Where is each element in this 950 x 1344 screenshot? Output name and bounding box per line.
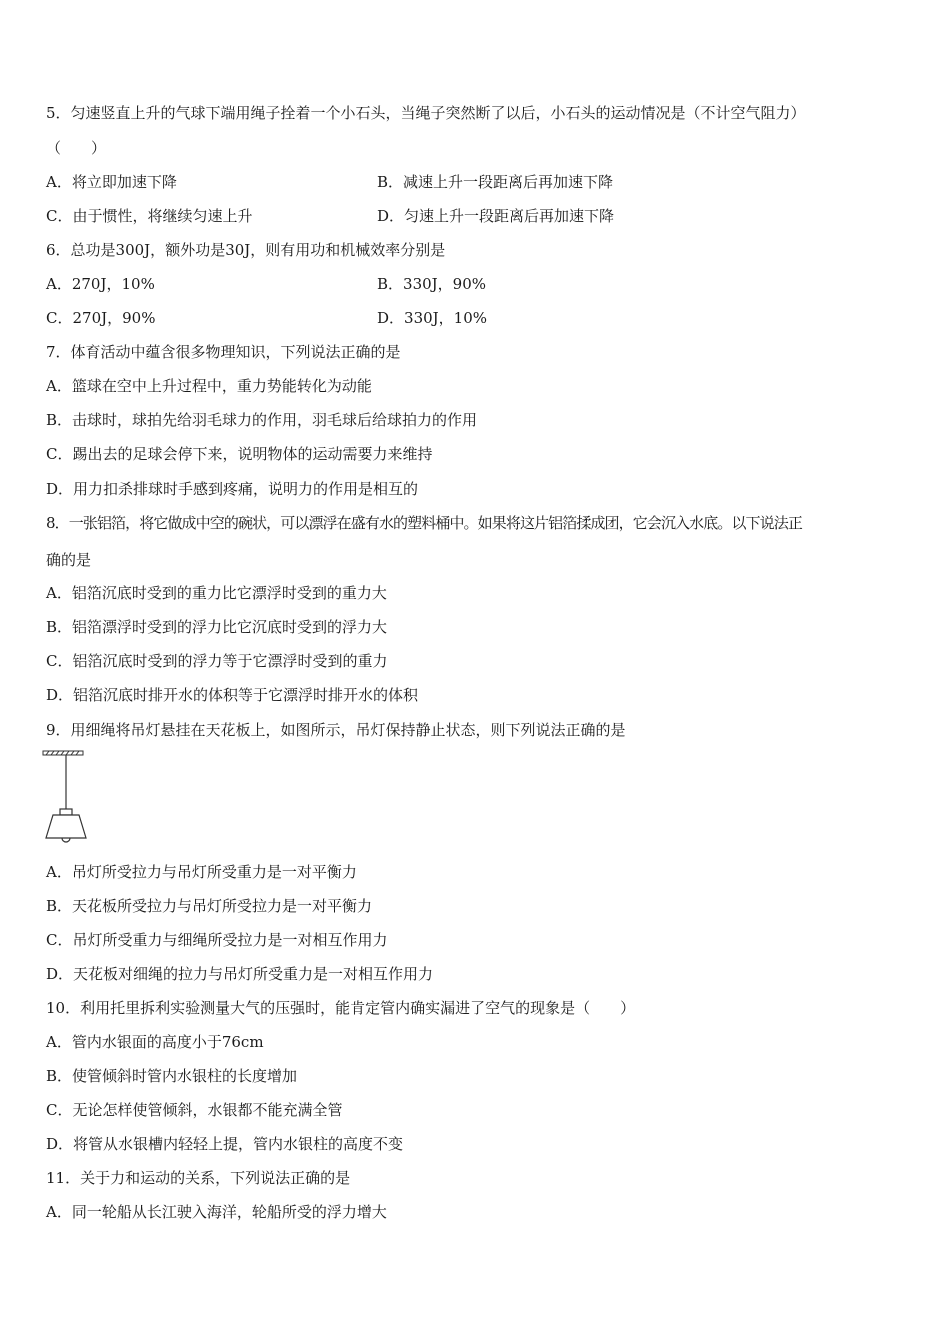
q9-stem: 9．用细绳将吊灯悬挂在天花板上，如图所示，吊灯保持静止状态，则下列说法正确的是 — [46, 721, 626, 739]
q10-option-a: A．管内水银面的高度小于76cm — [46, 1033, 264, 1051]
q6-stem: 6．总功是300J，额外功是30J，则有用功和机械效率分别是 — [46, 241, 446, 259]
q5-stem: 5．匀速竖直上升的气球下端用绳子拴着一个小石头，当绳子突然断了以后，小石头的运动情况是（不计空气阻力） — [46, 104, 806, 122]
hanging-lamp-icon — [40, 748, 96, 852]
q5-option-d: D．匀速上升一段距离后再加速下降 — [377, 207, 615, 225]
q5-option-b: B．减速上升一段距离后再加速下降 — [377, 173, 614, 191]
q10-option-b: B．使管倾斜时管内水银柱的长度增加 — [46, 1067, 298, 1085]
q8-option-a: A．铝箔沉底时受到的重力比它漂浮时受到的重力大 — [46, 584, 387, 602]
q8-option-b: B．铝箔漂浮时受到的浮力比它沉底时受到的浮力大 — [46, 618, 388, 636]
q6-option-a: A．270J，10% — [46, 275, 155, 293]
q8-stem-line1: 8．一张铝箔，将它做成中空的碗状，可以漂浮在盛有水的塑料桶中。如果将这片铝箔揉成团，它会沉入水底。以下说法正 — [46, 514, 802, 532]
q6-option-b: B．330J，90% — [377, 275, 487, 293]
q11-option-a: A．同一轮船从长江驶入海洋，轮船所受的浮力增大 — [46, 1203, 387, 1221]
q6-option-c: C．270J，90% — [46, 309, 156, 327]
q8-option-d: D．铝箔沉底时排开水的体积等于它漂浮时排开水的体积 — [46, 686, 419, 704]
q10-option-d: D．将管从水银槽内轻轻上提，管内水银柱的高度不变 — [46, 1135, 404, 1153]
q7-option-c: C．踢出去的足球会停下来，说明物体的运动需要力来维持 — [46, 445, 433, 463]
q9-option-d: D．天花板对细绳的拉力与吊灯所受重力是一对相互作用力 — [46, 965, 434, 983]
q6-option-d: D．330J，10% — [377, 309, 488, 327]
q7-stem: 7．体育活动中蕴含很多物理知识，下列说法正确的是 — [46, 343, 401, 361]
q7-option-d: D．用力扣杀排球时手感到疼痛，说明力的作用是相互的 — [46, 480, 419, 498]
q11-stem: 11．关于力和运动的关系，下列说法正确的是 — [46, 1169, 351, 1187]
q8-option-c: C．铝箔沉底时受到的浮力等于它漂浮时受到的重力 — [46, 652, 388, 670]
hanging-lamp-figure — [40, 748, 96, 852]
q9-option-b: B．天花板所受拉力与吊灯所受拉力是一对平衡力 — [46, 897, 373, 915]
q10-stem: 10．利用托里拆利实验测量大气的压强时，能肯定管内确实漏进了空气的现象是（ ） — [46, 999, 636, 1017]
q9-option-c: C．吊灯所受重力与细绳所受拉力是一对相互作用力 — [46, 931, 388, 949]
q7-option-b: B．击球时，球拍先给羽毛球力的作用，羽毛球后给球拍力的作用 — [46, 411, 478, 429]
q8-stem-line2: 确的是 — [46, 551, 92, 569]
q10-option-c: C．无论怎样使管倾斜，水银都不能充满全管 — [46, 1101, 343, 1119]
q7-option-a: A．篮球在空中上升过程中，重力势能转化为动能 — [46, 377, 372, 395]
q5-option-a: A．将立即加速下降 — [46, 173, 177, 191]
q5-option-c: C．由于惯性，将继续匀速上升 — [46, 207, 253, 225]
lamp-cap — [60, 809, 72, 815]
q9-option-a: A．吊灯所受拉力与吊灯所受重力是一对平衡力 — [46, 863, 357, 881]
q5-answer-paren: （ ） — [46, 139, 107, 157]
lamp-shade — [46, 815, 86, 838]
